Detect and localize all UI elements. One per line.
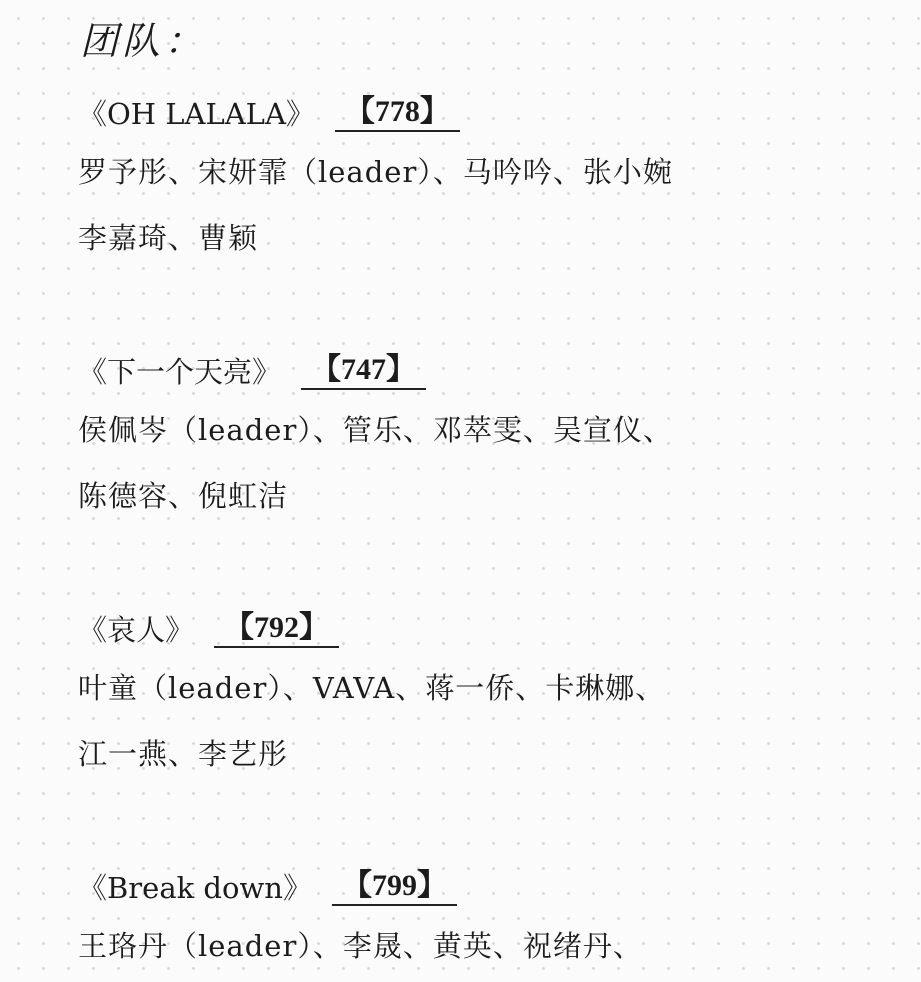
- team-score: 【792】: [224, 611, 330, 644]
- member-list-line: 陈德容、倪虹洁: [78, 479, 289, 513]
- team-block: [78, 604, 898, 772]
- song-title: 《哀人》: [78, 613, 195, 647]
- team-score: 【799】: [341, 869, 447, 902]
- score-underline: [301, 351, 426, 390]
- score-underline: [332, 867, 457, 906]
- score-underline: [214, 609, 339, 648]
- member-list-line: 叶童（leader）、VAVA、蒋一侨、卡琳娜、: [78, 671, 666, 705]
- team-title-line: [78, 88, 898, 132]
- member-list-line: 侯佩岑（leader）、管乐、邓萃雯、吴宣仪、: [78, 413, 673, 447]
- song-title: 《Break down》: [78, 871, 312, 905]
- team-block: [78, 88, 898, 256]
- song-title: 《下一个天亮》: [78, 355, 282, 389]
- member-list-line: 江一燕、李艺彤: [78, 737, 289, 771]
- team-score: 【747】: [311, 353, 417, 386]
- page-heading: 团队：: [80, 19, 207, 63]
- team-block: [78, 346, 898, 514]
- team-score: 【778】: [344, 95, 450, 128]
- member-list-line: 王珞丹（leader）、李晟、黄英、祝绪丹、: [78, 929, 643, 963]
- team-block: [78, 862, 898, 964]
- score-underline: [335, 93, 460, 132]
- member-list-line: 李嘉琦、曹颖: [78, 221, 259, 255]
- team-title-line: [78, 346, 898, 390]
- song-title: 《OH LALALA》: [78, 97, 315, 131]
- team-title-line: [78, 604, 898, 648]
- member-list-line: 罗予彤、宋妍霏（leader）、马吟吟、张小婉: [78, 155, 673, 189]
- team-title-line: [78, 862, 898, 906]
